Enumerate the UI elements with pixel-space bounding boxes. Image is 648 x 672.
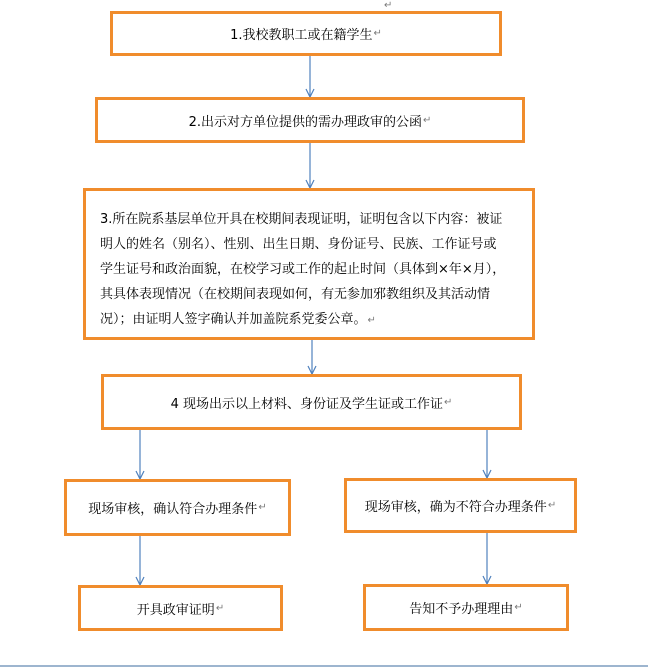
paragraph-mark: ↵ xyxy=(384,0,393,11)
step1-label: 1.我校教职工或在籍学生 xyxy=(230,28,373,43)
paragraph-mark: ↵ xyxy=(258,502,267,513)
review-pass-label: 现场审核，确认符合办理条件 xyxy=(88,502,258,517)
page-bottom-rule xyxy=(0,665,648,667)
result-pass-label: 开具政审证明 xyxy=(136,602,215,618)
step2-label: 2.出示对方单位提供的需办理政审的公函 xyxy=(188,114,422,130)
step3-line: 3.所在院系基层单位开具在校期间表现证明，证明包含以下内容：被证 xyxy=(100,212,503,227)
step2-box xyxy=(95,97,525,143)
paragraph-mark: ↵ xyxy=(367,315,376,326)
paragraph-mark: ↵ xyxy=(215,602,225,614)
result-pass-box xyxy=(78,585,283,631)
step3-line: 学生证号和政治面貌，在校学习或工作的起止时间（具体到×年×月）， xyxy=(100,262,506,277)
paragraph-mark: ↵ xyxy=(373,28,382,39)
review-fail-box xyxy=(344,478,577,533)
step4-label: 4 现场出示以上材料、身份证及学生证或工作证 xyxy=(170,396,443,412)
result-fail-label: 告知不予办理理由 xyxy=(409,602,514,617)
step4-box xyxy=(101,374,522,430)
paragraph-mark: ↵ xyxy=(547,500,557,511)
step3-line-last xyxy=(100,307,518,333)
review-fail-label: 现场审核，确为不符合办理条件 xyxy=(364,500,547,515)
paragraph-mark: ↵ xyxy=(514,602,523,613)
paragraph-mark: ↵ xyxy=(423,114,432,126)
step3-line: 况）；由证明人签字确认并加盖院系党委公章。 xyxy=(100,312,367,327)
step3-line: 明人的姓名（别名）、性别、出生日期、身份证号、民族、工作证号或 xyxy=(100,237,497,252)
step3-box xyxy=(83,188,535,340)
step1-box xyxy=(110,11,502,56)
review-pass-box xyxy=(64,479,291,536)
result-fail-box xyxy=(363,584,569,631)
paragraph-mark: ↵ xyxy=(444,396,453,408)
step3-line: 其具体表现情况（在校期间表现如何，有无参加邪教组织及其活动情 xyxy=(100,287,491,302)
